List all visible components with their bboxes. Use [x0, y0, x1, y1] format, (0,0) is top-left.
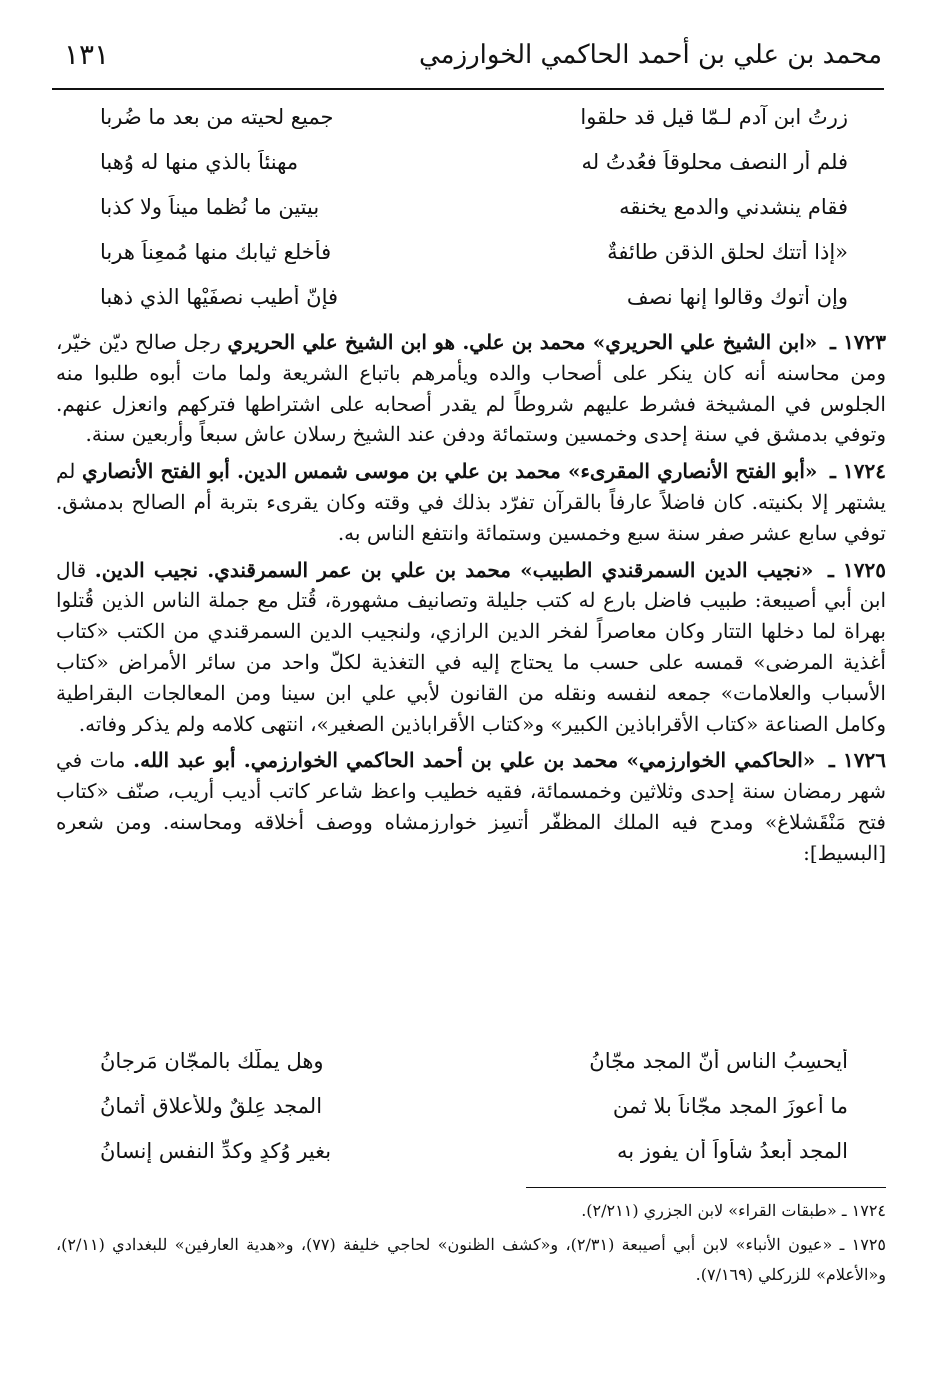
footnote-divider [526, 1187, 886, 1188]
entry-number: ١٧٢٣ ـ [829, 330, 887, 354]
verse-row [100, 229, 848, 274]
entry-1724 [56, 456, 886, 548]
verse-first-hemistich: زرتُ ابن آدم لـمّا قيل قد حلقوا [580, 104, 848, 129]
verse-first-hemistich: ما أعوزَ المجد مجّاناً بلا ثمنٍ [612, 1093, 848, 1118]
header-divider [52, 88, 884, 90]
verse-second-hemistich: مهنئاً بالذي منها له وُهبا [100, 149, 299, 174]
verse-first-hemistich: «إذا أتتك لحلق الذقن طائفةٌ [607, 239, 848, 264]
verse-second-hemistich: المجد عِلقٌ وللأعلاق أثمانُ [100, 1093, 323, 1118]
verse-second-hemistich: بيتين ما نُظما ميناً ولا كذبا [100, 194, 320, 219]
verse-row [100, 1038, 848, 1083]
verse-row [100, 94, 848, 139]
entry-heading: «ابن الشيخ علي الحريري» محمد بن علي. هو ابن الشيخ علي الحريري [227, 330, 818, 354]
entry-heading: «أبو الفتح الأنصاري المقرىء» محمد بن علي بن موسى شمس الدين. أبو الفتح الأنصاري [82, 459, 818, 484]
entries [56, 327, 886, 875]
footnote: ١٧٢٥ ـ «عيون الأنباء» لابن أبي أصيبعة (٢/٣١)، و«كشف الظنون» لحاجي خليفة (٧٧)، و«هدية العارفين» للبغدادي (٢/١١)، و«الأعلام» للزركلي (٧/١٦٩). [56, 1235, 886, 1284]
verse-second-hemistich: وهل يملّك بالمجّان مَرجانُ [100, 1048, 324, 1073]
entry-text: لم يشتهر إلا بكنيته. كان فاضلاً عارفاً بالقرآن تفرّد بذلك في وقته وكان يقرىء بتربة أم الصالح بدمشق. توفي سابع عشر صفر سنة سبع وخمسين وستمائة وانتفع الناس به. [56, 459, 886, 545]
verse-second-hemistich: بغير وُكدٍ وكدِّ النفس إنسانُ [100, 1138, 332, 1163]
page-number: ١٣١ [64, 38, 110, 71]
poem-block-2 [100, 1038, 848, 1173]
verse-second-hemistich: فأخلع ثيابك منها مُمعِناً هربا [100, 239, 332, 264]
entry-heading: «نجيب الدين السمرقندي الطبيب» محمد بن علي بن عمر السمرقندي. نجيب الدين. [94, 557, 814, 582]
verse-second-hemistich: جميع لحيته من بعد ما ضُربا [100, 104, 334, 129]
verse-second-hemistich: فإنّ أطيب نصفَيْها الذي ذهبا [100, 284, 339, 309]
verse-first-hemistich: فقام ينشدني والدمع يخنقه [619, 194, 848, 219]
verse-first-hemistich: فلم أر النصف محلوقاً فعُدتُ له [581, 149, 848, 174]
entry-number: ١٧٢٦ ـ [828, 748, 886, 773]
verse-row [100, 274, 848, 319]
verse-first-hemistich: وإن أتوك وقالوا إنها نصف [626, 284, 848, 309]
entry-text: قال ابن أبي أصيبعة: طبيب فاضل بارع له كتب جليلة وتصانيف مشهورة، قُتل مع جملة الناس الذين قُتلوا بهراة لما دخلها التتار وكان معاصراً لفخر الدين الرازي، ولنجيب الدين السمرقندي من الكتب «كتاب أغذية المرضى» قمسه على حسب ما يحتاج إليه في التغذية لكلّ واحد من سائر الأمراض «كتاب الأسباب والعلامات» جمعه لنفسه ونقله من القانون لأبي علي ابن سينا ومن المعالجات البقراطية وكامل الصناعة «كتاب الأقراباذين الكبير» و«كتاب الأقراباذين الصغير»، انتهى كلامه ولم يذكر وفاته. [56, 557, 886, 736]
page-header [60, 34, 882, 84]
verse-row [100, 139, 848, 184]
verse-row [100, 1083, 848, 1128]
verse-row [100, 1128, 848, 1173]
entry-text: مات في شهر رمضان سنة إحدى وثلاثين وخمسمائة، فقيه خطيب واعظ شاعر كاتب أديب أريب، صنّف «كتاب فتح مَنْقَشلاغ» ومدح فيه الملك المظفّر أتسِز خوارزمشاه ووصف أخلاقه ومحاسنه. ومن شعره [البسيط]: [56, 748, 886, 865]
poem-block-1 [100, 94, 848, 319]
entry-heading: «الحاكمي الخوارزمي» محمد بن علي بن أحمد الحاكمي الخوارزمي. أبو عبد الله. [133, 748, 816, 773]
footnote: ١٧٢٤ ـ «طبقات القراء» لابن الجزري (٢/٢١١). [581, 1201, 886, 1220]
entry-1725 [56, 555, 886, 740]
entry-number: ١٧٢٥ ـ [828, 557, 887, 582]
entry-1726 [56, 745, 886, 868]
verse-first-hemistich: أيحسِبُ الناس أنّ المجد مجّانُ [589, 1048, 848, 1073]
verse-first-hemistich: المجد أبعدُ شأواً أن يفوز به [617, 1138, 848, 1163]
entry-text: رجل صالح ديّن خيّر، ومن محاسنه أنه كان ينكر على أصحاب والده ويأمرهم باتباع الشريعة ولما مات أبوه طلبوا منه الجلوس في المشيخة فشرط عليهم شروطاً لم يقدر أصحابه على اشتراطها فتركهم وانعزل عنهم. وتوفي بدمشق في سنة إحدى وخمسين وستمائة ودفن عند الشيخ رسلان عاش سبعاً وأربعين سنة. [56, 330, 886, 447]
footnotes [56, 1196, 886, 1294]
running-title: محمد بن علي بن أحمد الحاكمي الخوارزمي [418, 40, 882, 70]
entry-number: ١٧٢٤ ـ [830, 459, 887, 484]
verse-row [100, 184, 848, 229]
entry-1723 [56, 327, 886, 450]
